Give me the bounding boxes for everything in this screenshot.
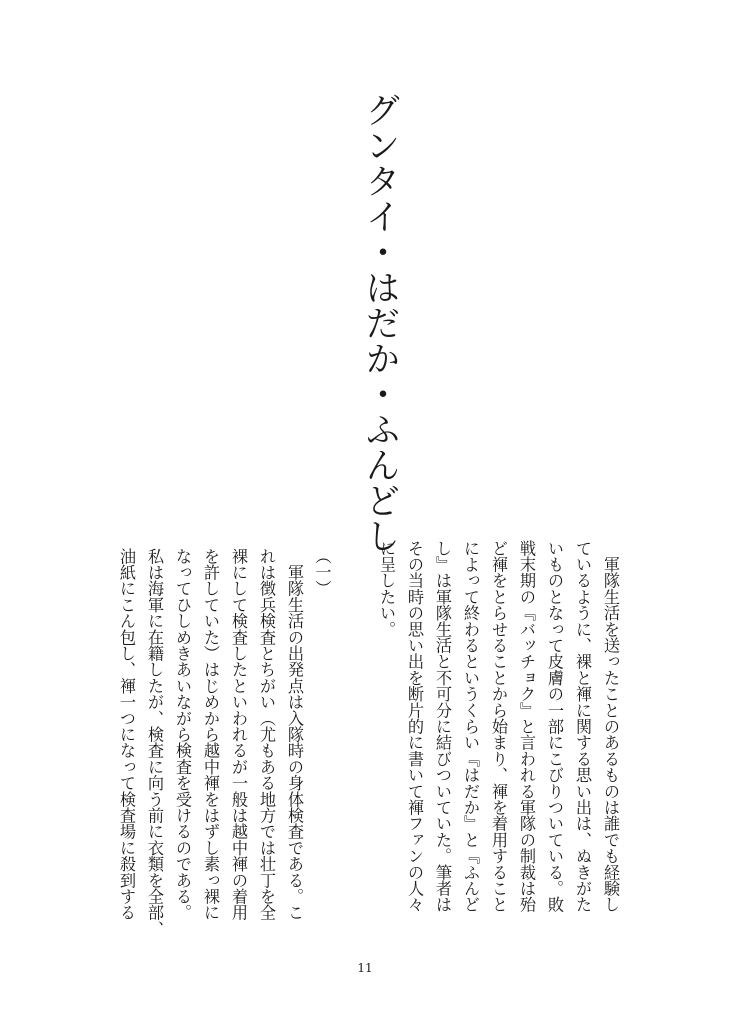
body-text-line: を許していた）はじめから越中褌をはずし素っ裸に: [201, 548, 220, 921]
body-text-line: に呈したい。: [377, 540, 396, 638]
body-text-line: 油紙にこん包し、褌一つになって検査場に殺到する: [117, 548, 136, 921]
body-text-line: いものとなって皮膚の一部にこびりついている。敗: [545, 540, 564, 913]
page-number: 11: [357, 961, 373, 975]
body-text-line: 裸にして検査したといわれるが一般は越中褌の着用: [229, 548, 248, 921]
body-text-line: れは徴兵検査とちがい（尤もある地方では壮丁を全: [257, 548, 276, 921]
section-heading: （一）: [313, 548, 332, 596]
body-text-line: 軍隊生活の出発点は入隊時の身体検査である。こ: [285, 548, 304, 921]
body-text-line: なってひしめきあいながら検査を受けるのである。: [173, 548, 192, 921]
body-text-line: し』は軍隊生活と不可分に結びついていた。筆者は: [433, 540, 452, 913]
body-text-line: 私は海軍に在籍したが、検査に向う前に衣類を全部、: [145, 548, 164, 937]
chapter-title: グンタイ・はだか・ふんどし: [360, 92, 400, 554]
body-text-line: ど褌をとらせることから始まり、褌を着用すること: [489, 540, 508, 913]
body-text-line: ているように、裸と褌に関する思い出は、ぬきがた: [573, 540, 592, 913]
body-text-line: その当時の思い出を断片的に書いて褌ファンの人々: [405, 540, 424, 913]
body-text-line: 戦末期の『バッチョク』と言われる軍隊の制裁は殆: [517, 540, 536, 913]
body-text-line: によって終わるというくらい『はだか』と『ふんど: [461, 540, 480, 913]
body-text-line: 軍隊生活を送ったことのあるものは誰でも経験し: [601, 540, 620, 913]
